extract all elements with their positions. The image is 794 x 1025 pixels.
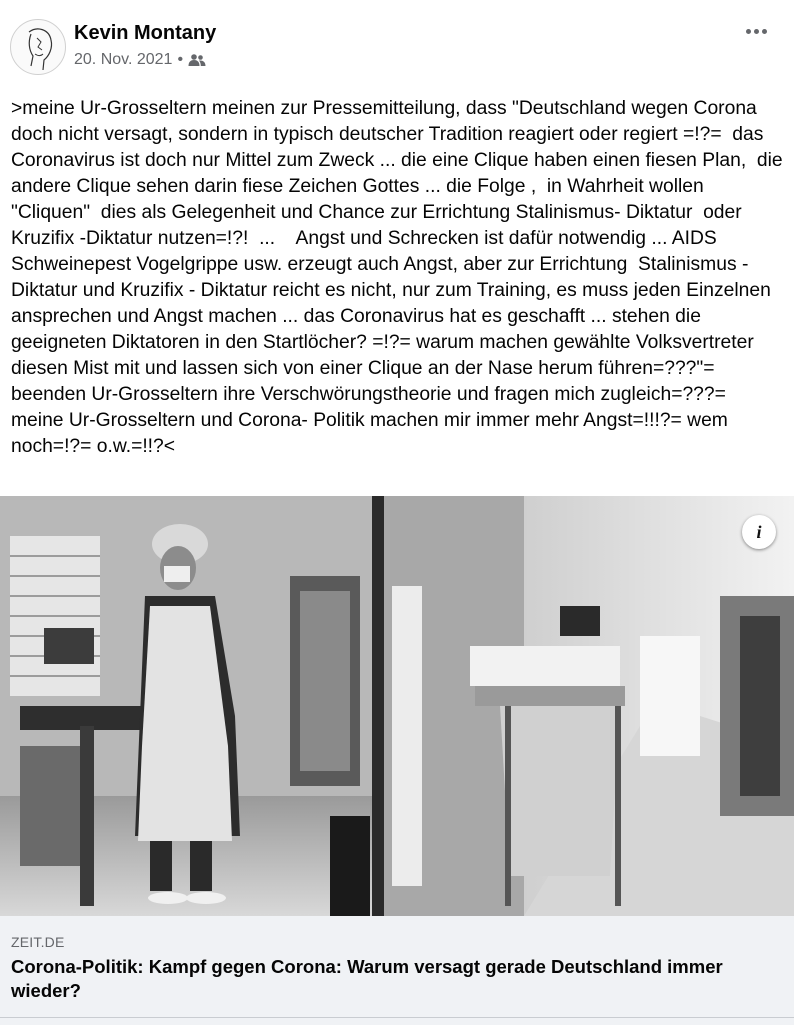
divider	[0, 1017, 794, 1018]
post-date[interactable]: 20. Nov. 2021	[74, 51, 173, 68]
author-name[interactable]: Kevin Montany	[74, 22, 217, 44]
avatar-sketch-icon	[11, 20, 65, 74]
dot-icon	[762, 29, 767, 34]
dot-icon	[754, 29, 759, 34]
info-button[interactable]: i	[742, 515, 776, 549]
post-text: >meine Ur-Grosseltern meinen zur Pressemitteilung, dass "Deutschland wegen Corona doch nicht versagt, sondern in typisch deutscher Tradition reagiert oder regiert =!?= das Coronavirus ist doch nur Mittel zum Zweck ... die eine Clique haben einen fiesen Plan, die andere Clique sehen darin fiese Zeichen Gottes ... die Folge , in Wahrheit wollen "Cliquen" dies als Gelegenheit und Chance zur Errichtung Stalinismus- Diktatur oder Kruzifix -Diktatur nutzen=!?! ... Angst und Schrecken ist dafür notwendig ... AIDS Schweinepest Vogelgrippe usw. erzeugt auch Angst, aber zur Errichtung Stalinismus -Diktatur und Kruzifix - Diktatur reicht es nicht, nur zum Training, es muss jeden Einzelnen ansprechen und Angst machen ... das Coronavirus hat es geschafft ... stehen die geeigneten Diktatoren in den Startlöcher? =!?= warum machen gewählte Volksvertreter diesen Mist mit und lassen sich von einer Clique an der Nase herum führen=???"= beenden Ur-Grosseltern ihre Verschwörungstheorie und fragen mich zugleich=???= meine Ur-Grosseltern und Corona- Politik machen mir immer mehr Angst=!!!?= wem noch=!?= o.w.=!!?<	[11, 98, 789, 457]
dot-icon	[746, 29, 751, 34]
link-domain: ZEIT.DE	[11, 934, 65, 950]
avatar[interactable]	[10, 19, 66, 75]
more-options-button[interactable]	[742, 22, 770, 40]
friends-icon	[188, 53, 206, 67]
link-preview-image[interactable]	[0, 496, 794, 916]
link-title[interactable]: Corona-Politik: Kampf gegen Corona: Warum versagt gerade Deutschland immer wieder?	[11, 956, 723, 1001]
post-header	[0, 0, 794, 84]
meta-separator: •	[177, 51, 184, 68]
post-meta	[74, 51, 206, 69]
icu-photo-illustration	[0, 496, 794, 916]
